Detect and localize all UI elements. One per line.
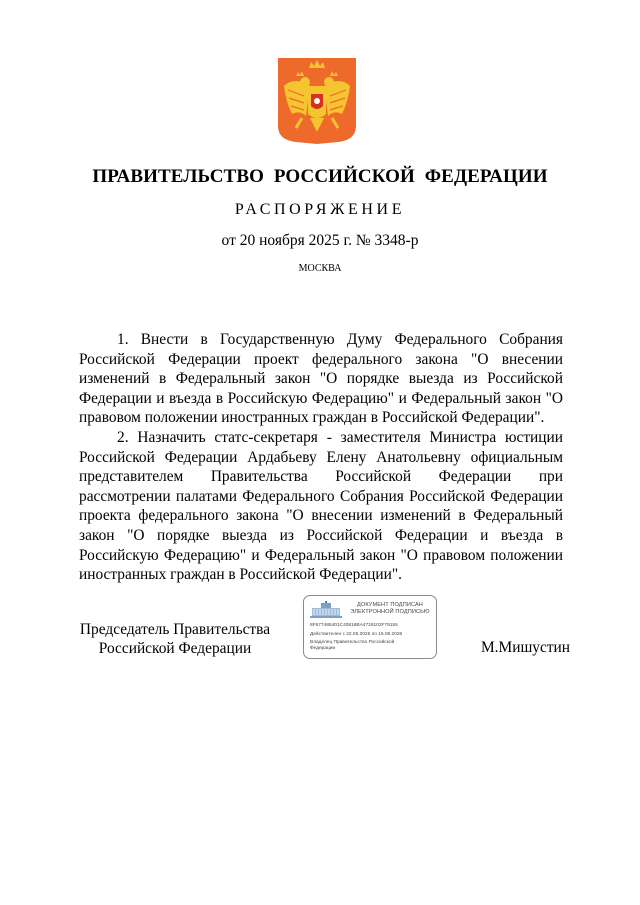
electronic-signature-stamp [303,595,437,659]
signer-name: М.Мишустин [481,639,571,656]
document-date-number: от 20 ноября 2025 г. № 3348-р [221,232,419,249]
stamp-certificate: 8F677485401C40818BA4726102F79155 [310,623,398,628]
stamp-owner-line-2: Федерации [310,646,336,651]
paragraph-1: 1. Внести в Государственную Думу Федерального Собрания Российской Федерации проект федерального закона "О внесении изменений в Федеральный закон "О порядке выезда из Российской Федерации и въезда в Российскую Федерацию" и Федеральный закон "О правовом положении иностранных граждан в Российской Федерации". [79,331,563,427]
paragraph-2: 2. Назначить статс-секретаря - заместителя Министра юстиции Российской Федерации Ардабьеву Елену Анатольевну официальным представителем Правительства Российской Федерации при рассмотрении палатами Федерального Собрания Российской Федерации проекта федерального закона "О внесении изменений в Федеральный закон "О порядке выезда из Российской Федерации и въезда в Российскую Федерацию" и Федеральный закон "О правовом положении иностранных граждан в Российской Федерации". [79,428,563,584]
signer-position-line-1: Председатель Правительства [79,621,271,638]
document-city: МОСКВА [298,263,342,274]
signer-position-line-2: Российской Федерации [98,640,252,657]
stamp-validity: Действителен с 22.05.2025 по 15.08.2026 [310,632,403,637]
building-logo-icon [309,601,343,619]
stamp-title-line-2: ЭЛЕКТРОННОЙ ПОДПИСЬЮ [350,609,430,615]
government-title: ПРАВИТЕЛЬСТВО РОССИЙСКОЙ ФЕДЕРАЦИИ [92,166,548,187]
signer-position [70,620,280,658]
document-body [79,330,563,585]
stamp-owner-line-1: Владелец Правительство Российской [310,640,395,645]
stamp-title-line-1: ДОКУМЕНТ ПОДПИСАН [357,602,423,608]
stamp-title [344,602,436,616]
coat-of-arms-icon [276,56,358,144]
document-type: РАСПОРЯЖЕНИЕ [234,201,406,218]
